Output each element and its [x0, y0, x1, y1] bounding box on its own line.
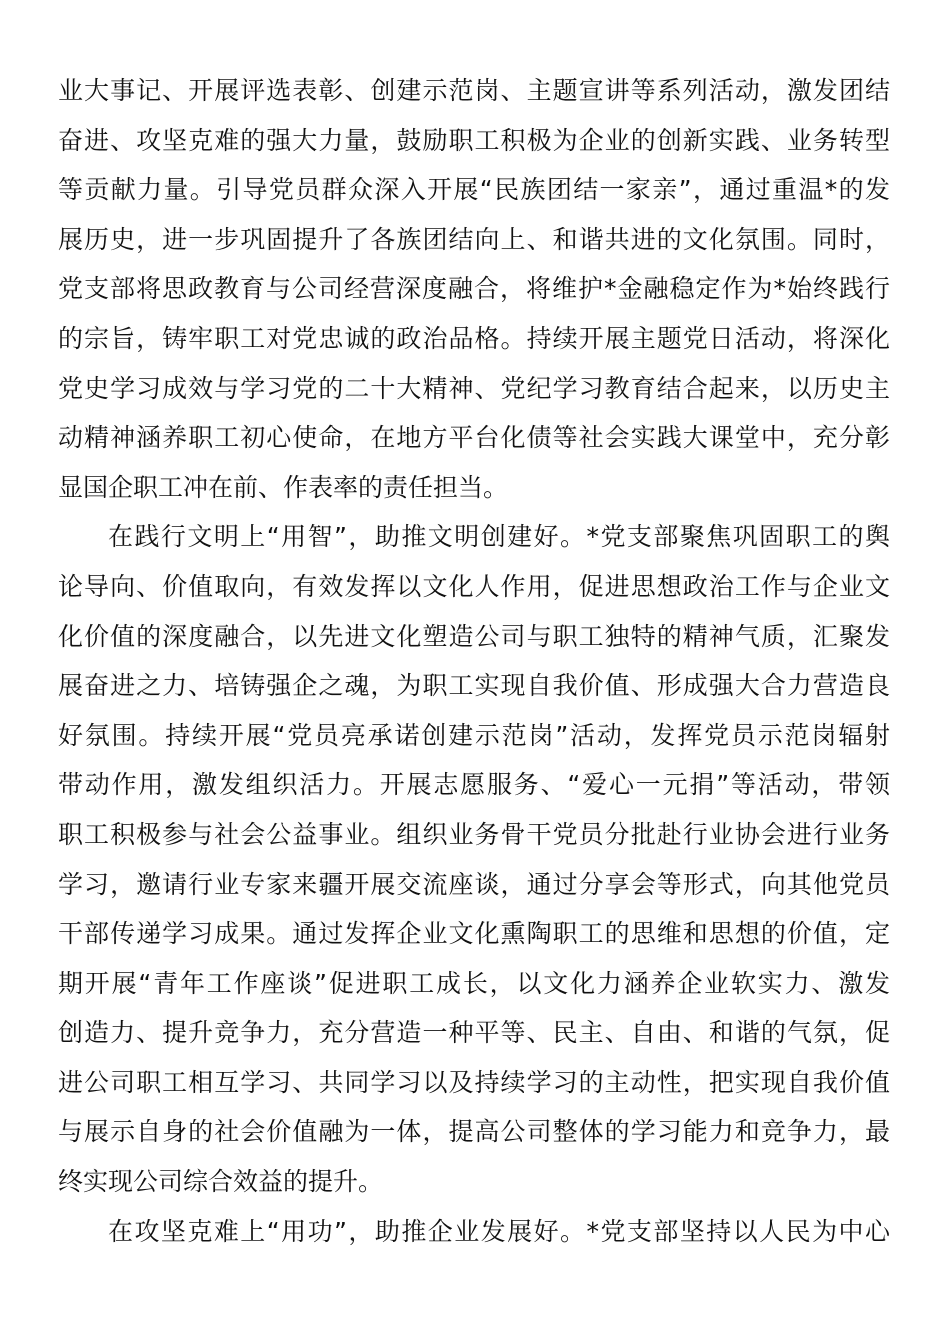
text-line: 创造力、提升竞争力，充分营造一种平等、民主、自由、和谐的气氛，促	[58, 1018, 890, 1048]
text-line: 展历史，进一步巩固提升了各族团结向上、和谐共进的文化氛围。同时，	[58, 224, 890, 254]
text-line: 期开展“青年工作座谈”促进职工成长，以文化力涵养企业软实力、激发	[58, 968, 890, 998]
text-line: 显国企职工冲在前、作表率的责任担当。	[58, 472, 509, 502]
text-line: 的宗旨，铸牢职工对党忠诚的政治品格。持续开展主题党日活动，将深化	[58, 323, 890, 353]
text-line: 学习，邀请行业专家来疆开展交流座谈，通过分享会等形式，向其他党员	[58, 869, 890, 899]
paragraph-hardship	[58, 1207, 890, 1257]
text-line: 在攻坚克难上“用功”，助推企业发展好。*党支部坚持以人民为中心	[108, 1216, 890, 1246]
text-line: 带动作用，激发组织活力。开展志愿服务、“爱心一元捐”等活动，带领	[58, 770, 890, 800]
text-line: 干部传递学习成果。通过发挥企业文化熏陶职工的思维和思想的价值，定	[58, 919, 890, 949]
text-line: 党史学习成效与学习党的二十大精神、党纪学习教育结合起来，以历史主	[58, 373, 890, 403]
text-line: 展奋进之力、培铸强企之魂，为职工实现自我价值、形成强大合力营造良	[58, 671, 890, 701]
text-line: 进公司职工相互学习、共同学习以及持续学习的主动性，把实现自我价值	[58, 1067, 890, 1097]
paragraph-continuation	[58, 66, 890, 512]
text-line: 化价值的深度融合，以先进文化塑造公司与职工独特的精神气质，汇聚发	[58, 621, 890, 651]
text-line: 终实现公司综合效益的提升。	[58, 1167, 384, 1197]
text-line: 职工积极参与社会公益事业。组织业务骨干党员分批赴行业协会进行业务	[58, 819, 890, 849]
text-line: 与展示自身的社会价值融为一体，提高公司整体的学习能力和竞争力，最	[58, 1117, 890, 1147]
text-line: 业大事记、开展评选表彰、创建示范岗、主题宣讲等系列活动，激发团结	[58, 76, 890, 105]
text-line: 动精神涵养职工初心使命，在地方平台化债等社会实践大课堂中，充分彰	[58, 423, 890, 453]
text-line: 党支部将思政教育与公司经营深度融合，将维护*金融稳定作为*始终践行	[58, 274, 890, 304]
text-line: 奋进、攻坚克难的强大力量，鼓励职工积极为企业的创新实践、业务转型	[58, 125, 890, 155]
text-line: 在践行文明上“用智”，助推文明创建好。*党支部聚焦巩固职工的舆	[108, 522, 890, 552]
text-line: 好氛围。持续开展“党员亮承诺创建示范岗”活动，发挥党员示范岗辐射	[58, 720, 890, 750]
paragraph-civilization	[58, 512, 890, 1206]
text-line: 等贡献力量。引导党员群众深入开展“民族团结一家亲”，通过重温*的发	[58, 175, 890, 205]
text-line: 论导向、价值取向，有效发挥以文化人作用，促进思想政治工作与企业文	[58, 571, 890, 601]
document-body	[58, 66, 890, 1256]
